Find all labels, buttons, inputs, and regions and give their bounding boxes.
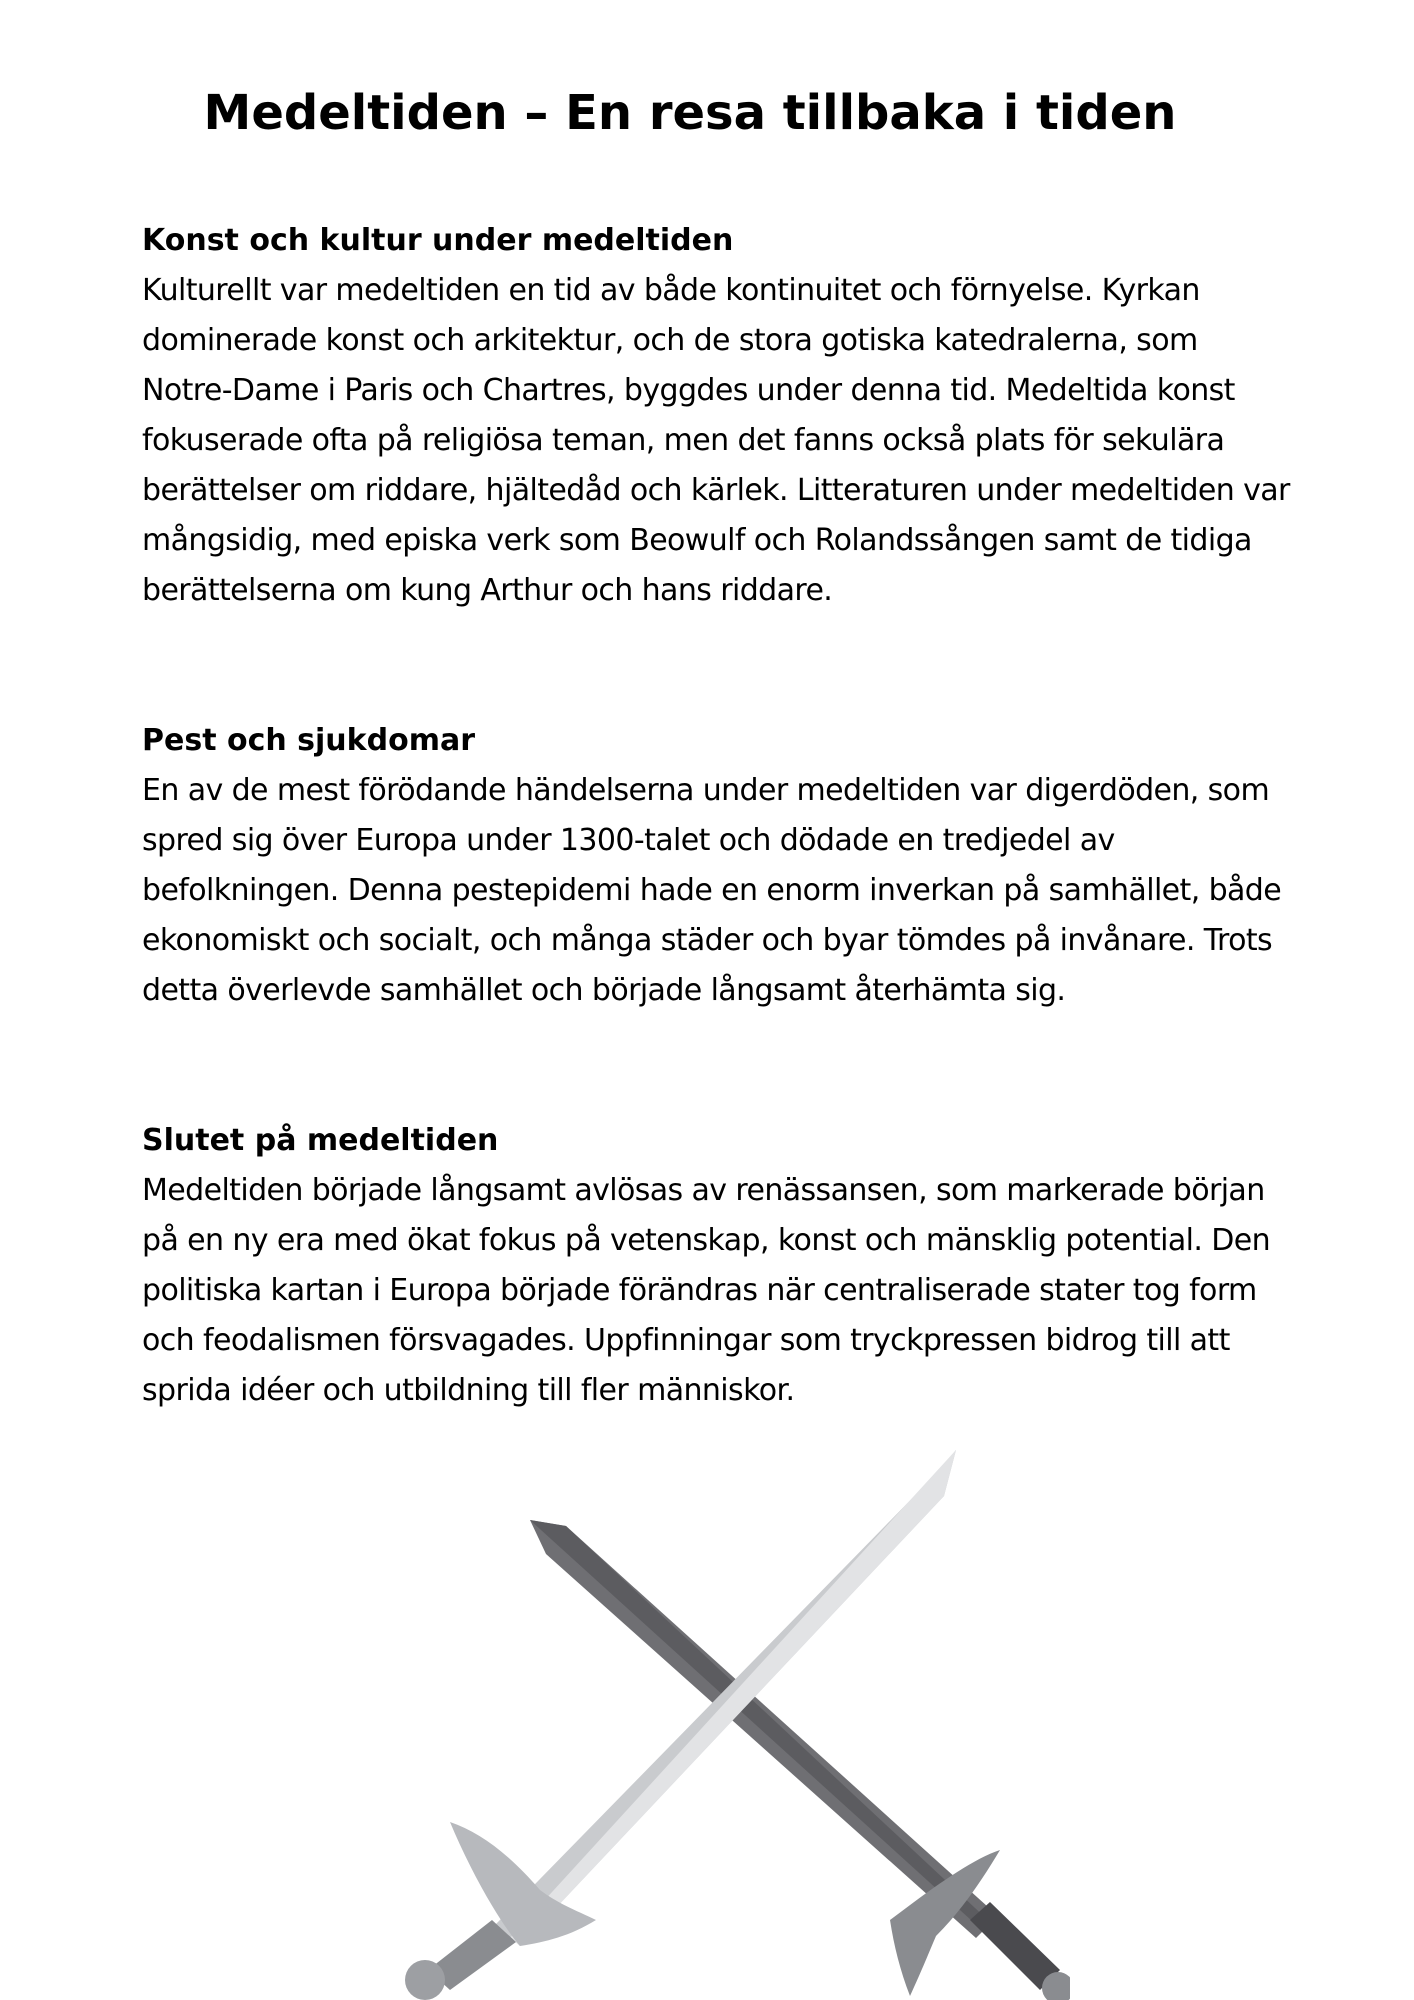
section-text: En av de mest förödande händelserna under medeltiden var digerdöden, som spred sig över Europa under 1300-talet och dödade en tredjedel av befolkningen. Denna pestepidemi hade en enorm inverkan på samhället, både ekonomiskt och socialt, och många städer och byar tömdes på invånare. Trots detta överlevde samhället och började långsamt återhämta sig. [142, 773, 1282, 1008]
section-plague [142, 716, 1292, 1016]
section-text: Medeltiden började långsamt avlösas av renässansen, som markerade början på en ny era med ökat fokus på vetenskap, konst och mänsklig potential. Den politiska kartan i Europa började förändras när centraliserade stater tog form och feodalismen försvagades. Uppfinningar som tryckpressen bidrog till att sprida idéer och utbildning till fler människor. [142, 1173, 1271, 1408]
section-text: Kulturellt var medeltiden en tid av både kontinuitet och förnyelse. Kyrkan dominerade konst och arkitektur, och de stora gotiska katedralerna, som Notre-Dame i Paris och Chartres, byggdes under denna tid. Medeltida konst fokuserade ofta på religiösa teman, men det fanns också plats för sekulära berättelser om riddare, hjältedåd och kärlek. Litteraturen under medeltiden var mångsidig, med episka verk som Beowulf och Rolandssången samt de tidiga berättelserna om kung Arthur och hans riddare. [142, 273, 1290, 608]
section-heading: Slutet på medeltiden [142, 1123, 499, 1158]
section-heading: Pest och sjukdomar [142, 723, 476, 758]
section-heading: Konst och kultur under medeltiden [142, 223, 734, 258]
dark-sword [530, 1520, 1070, 2000]
page-title: Medeltiden – En resa tillbaka i tiden [203, 85, 1177, 141]
light-sword [405, 1450, 956, 2000]
crossed-swords-icon [370, 1450, 1070, 2000]
section-end-of-middle-ages [142, 1116, 1292, 1416]
section-art-culture [142, 216, 1292, 616]
